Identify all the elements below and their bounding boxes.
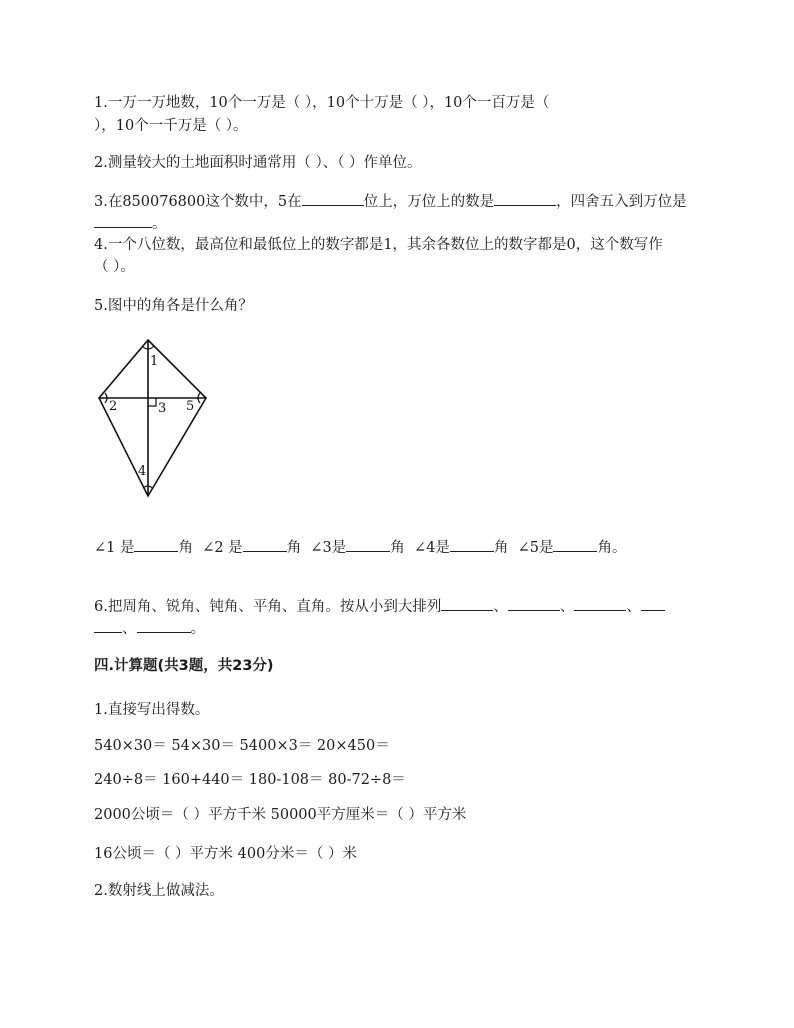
- answer-blank: [508, 596, 560, 611]
- angle-2-prefix: ∠2 是: [202, 540, 243, 556]
- question-3-text-1: 3.在850076800这个数中，5在: [94, 194, 302, 210]
- angle-3-suffix: 角: [390, 540, 405, 556]
- question-1-line-1: 1.一万一万地数，10个一万是（ ），10个十万是（ ），10个一百万是（: [94, 95, 550, 111]
- angle-1-prefix: ∠1 是: [94, 540, 135, 556]
- calc-1-title: 1.直接写出得数。: [94, 702, 210, 718]
- question-3-text-2: 位上，万位上的数是: [363, 194, 495, 210]
- separator: 、: [122, 621, 137, 637]
- question-3-line-1: [94, 191, 687, 212]
- angle-label-1: 1: [150, 354, 159, 369]
- angle-1-suffix: 角: [178, 540, 193, 556]
- question-3-text-4: 。: [152, 216, 167, 232]
- answer-blank: [243, 537, 287, 552]
- angle-3-prefix: ∠3是: [310, 540, 347, 556]
- angle-label-5: 5: [186, 399, 195, 414]
- answer-blank: [346, 537, 390, 552]
- calc-1-row-2: 240÷8＝ 160+440＝ 180-108＝ 80-72÷8＝: [94, 772, 406, 788]
- answer-blank: [134, 537, 178, 552]
- angle-5-prefix: ∠5是: [517, 540, 554, 556]
- kite-figure: [94, 335, 218, 501]
- question-6-line-2: [94, 618, 205, 639]
- angle-answers-row: [94, 537, 626, 558]
- question-1-line-2: ），10个一千万是（ ）。: [94, 118, 248, 134]
- answer-blank: [94, 618, 122, 633]
- answer-blank: [450, 537, 494, 552]
- answer-blank: [494, 191, 556, 206]
- angle-label-3: 3: [158, 401, 167, 416]
- angle-label-4: 4: [138, 464, 147, 479]
- question-4-line-1: 4.一个八位数，最高位和最低位上的数字都是1，其余各数位上的数字都是0，这个数写作: [94, 237, 663, 253]
- question-4-line-2: （ ）。: [94, 259, 135, 275]
- angle-4-suffix: 角: [493, 540, 509, 556]
- angle-4-prefix: ∠4是: [414, 540, 450, 556]
- answer-blank: [641, 596, 665, 611]
- answer-blank: [441, 596, 493, 611]
- question-6-end: 。: [190, 621, 205, 637]
- answer-blank: [94, 213, 152, 228]
- calc-1-row-3: 2000公顷＝（ ）平方千米 50000平方厘米＝（ ）平方米: [94, 807, 467, 823]
- separator: 、: [626, 599, 641, 615]
- angle-label-2: 2: [109, 399, 118, 414]
- question-2: 2.测量较大的土地面积时通常用（ ）、（ ）作单位。: [94, 155, 422, 171]
- section-4-heading: 四.计算题(共3题，共23分): [94, 658, 274, 674]
- answer-blank: [137, 618, 191, 633]
- calc-2-title: 2.数射线上做减法。: [94, 883, 224, 899]
- question-6-line-1: [94, 596, 665, 617]
- angle-2-suffix: 角: [286, 540, 302, 556]
- question-6-text: 6.把周角、锐角、钝角、平角、直角。按从小到大排列: [94, 599, 442, 615]
- calc-1-row-1: 540×30＝ 54×30＝ 5400×3＝ 20×450＝: [94, 738, 390, 754]
- calc-1-row-4: 16公顷＝（ ）平方米 400分米＝（ ）米: [94, 846, 357, 862]
- question-5-title: 5.图中的角各是什么角？: [94, 298, 253, 314]
- separator: 、: [493, 599, 508, 615]
- angle-5-suffix: 角。: [597, 540, 627, 556]
- separator: 、: [559, 599, 575, 615]
- question-3-text-3: ，四舍五入到万位是: [556, 194, 687, 210]
- question-3-line-2: [94, 213, 167, 234]
- answer-blank: [553, 537, 597, 552]
- answer-blank: [574, 596, 626, 611]
- answer-blank: [302, 191, 364, 206]
